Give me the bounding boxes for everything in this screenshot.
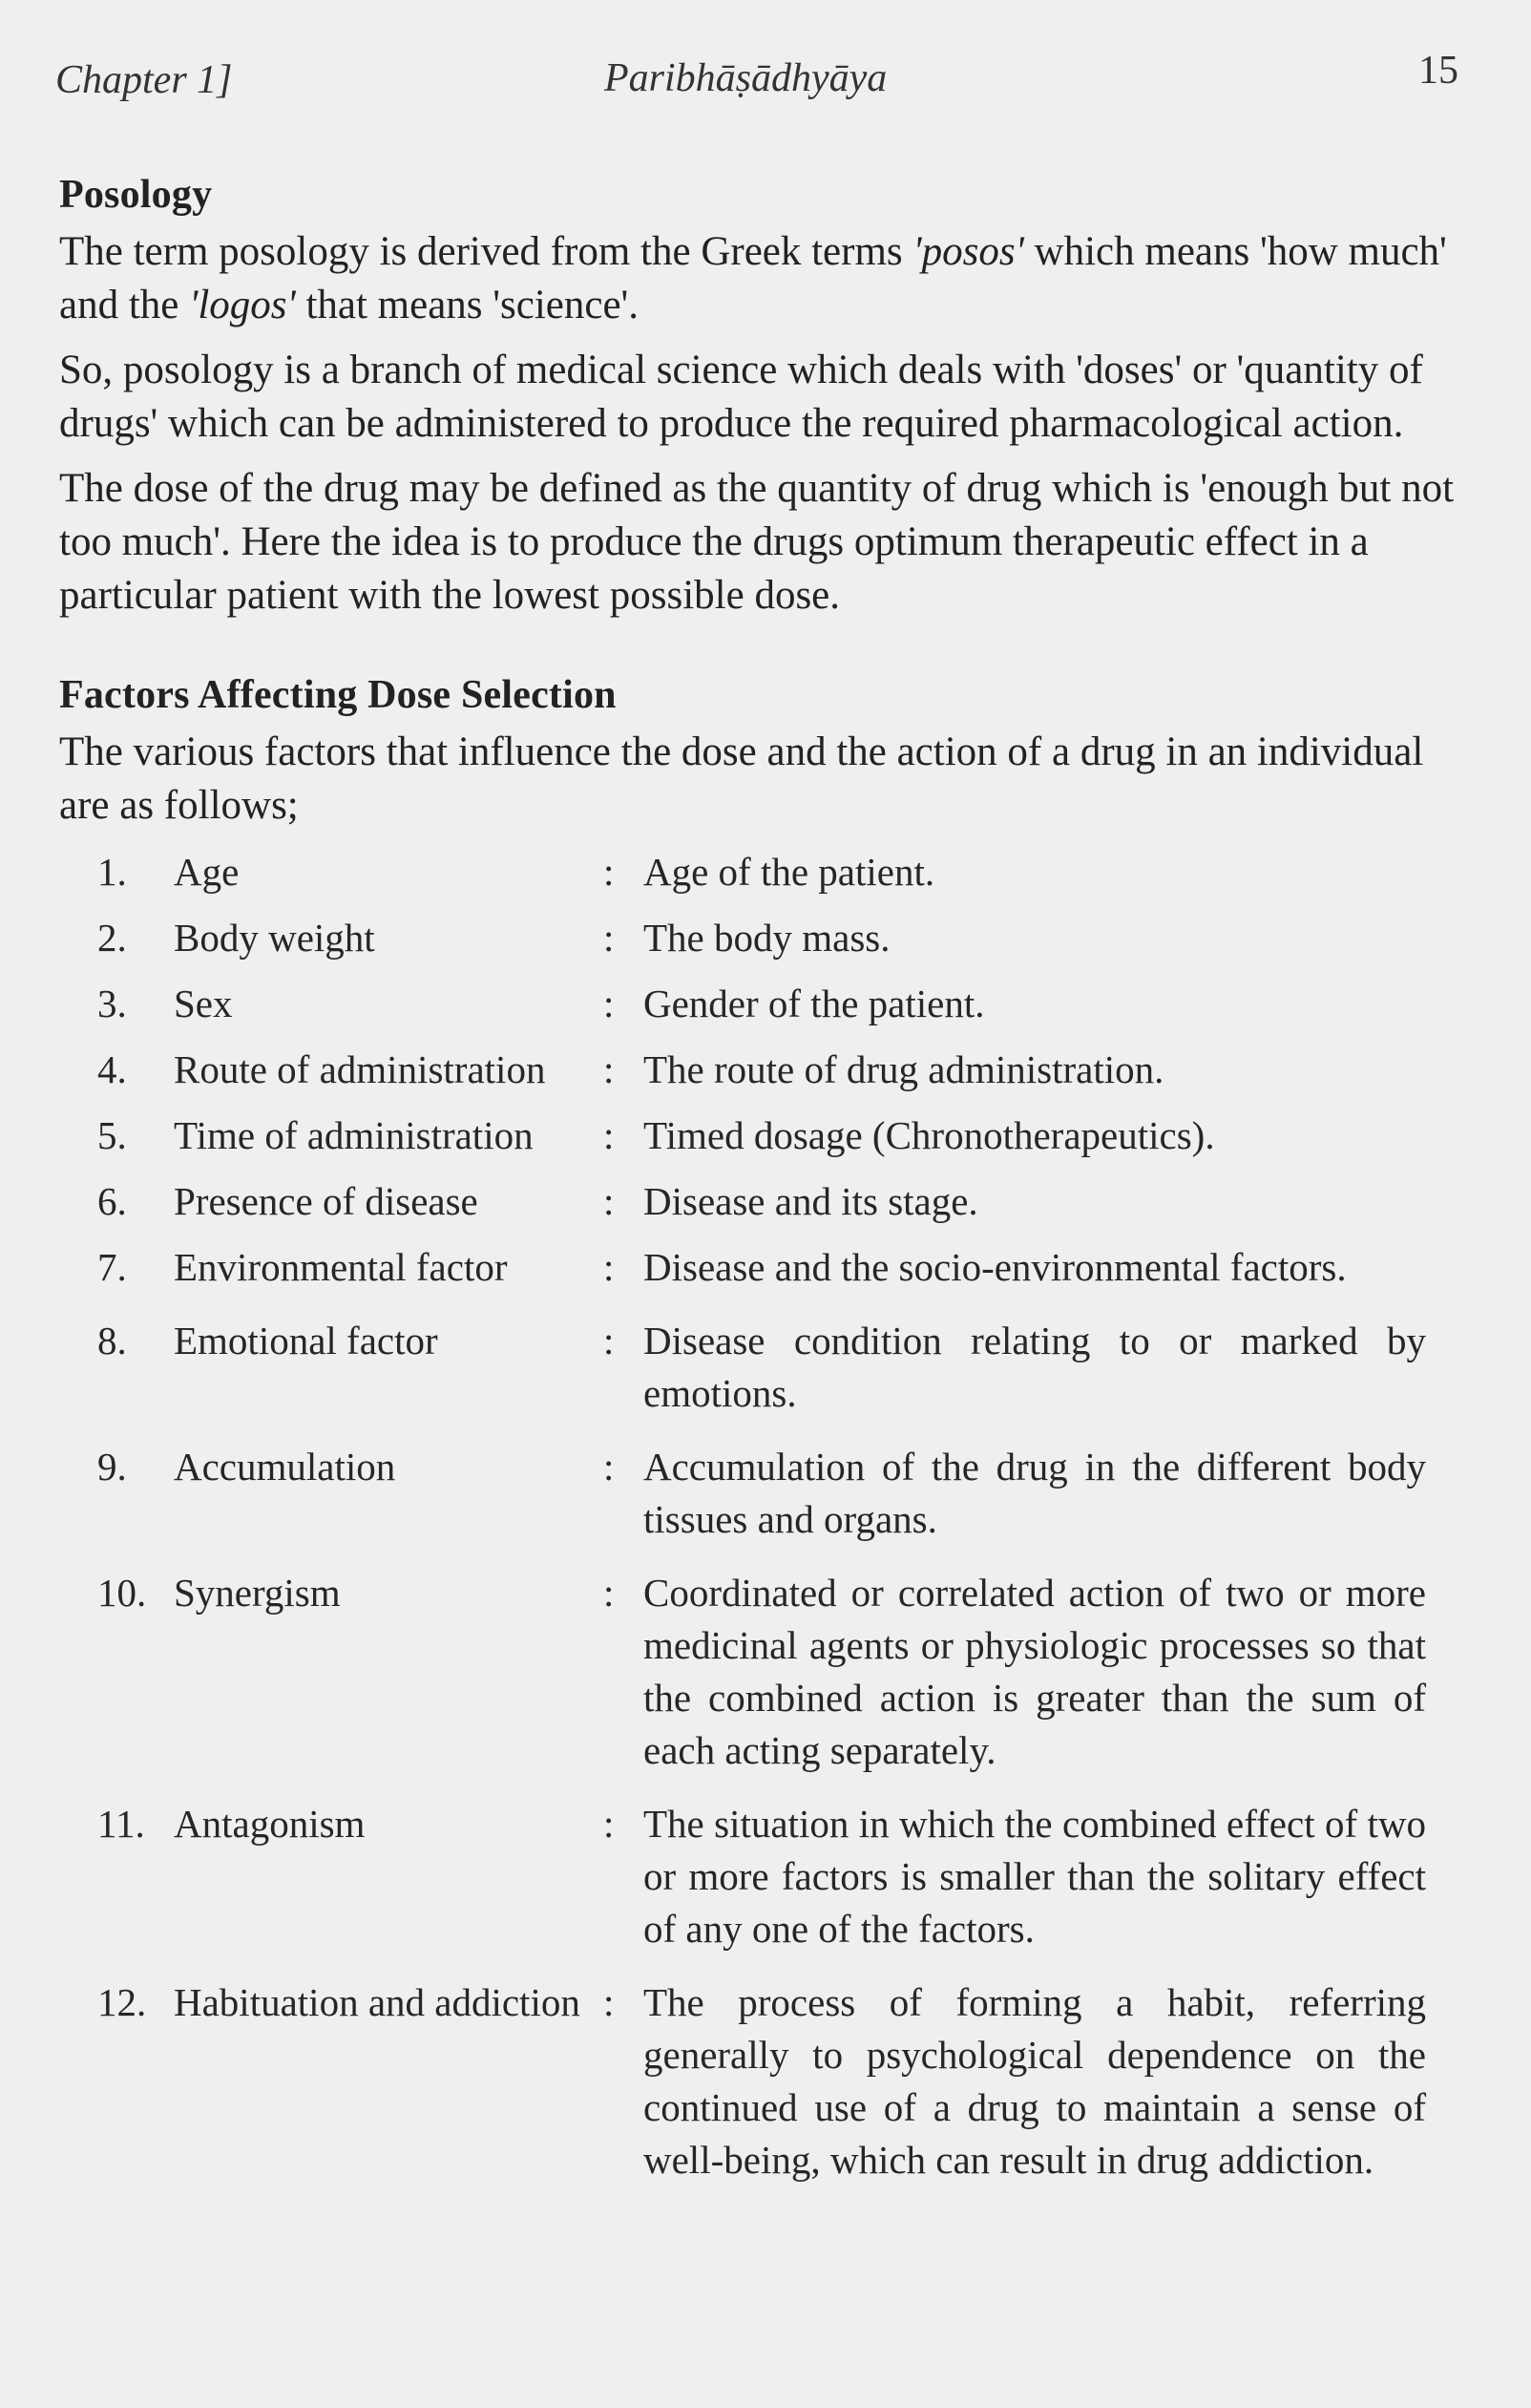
factor-separator: : — [603, 1179, 615, 1223]
factor-row — [59, 1567, 1472, 1777]
factor-row — [59, 1798, 1472, 1955]
factor-row — [59, 978, 1472, 1030]
factor-description: The process of forming a habit, referring generally to psychological dependence on the continued use of a drug to maintain a sense of well-being, which can result in drug addiction. — [643, 1980, 1426, 2182]
factor-number: 9. — [97, 1445, 127, 1489]
factor-number: 8. — [97, 1319, 127, 1362]
factor-description: The route of drug administration. — [643, 1047, 1164, 1091]
factor-name: Emotional factor — [174, 1319, 438, 1362]
text-run: The term posology is derived from the Greek terms — [59, 229, 913, 274]
factor-row — [59, 1315, 1472, 1420]
factors-intro: The various factors that influence the dose and the action of a drug in an individual are as follows; — [59, 729, 1424, 828]
factor-name: Age — [174, 850, 240, 894]
factor-separator: : — [603, 1113, 615, 1157]
factor-separator: : — [603, 1319, 615, 1362]
factor-row — [59, 1044, 1472, 1096]
factor-separator: : — [603, 1445, 615, 1489]
factor-name: Environmental factor — [174, 1245, 508, 1289]
factors-heading: Factors Affecting Dose Selection — [59, 673, 617, 717]
text-run: which means 'how much' and the — [59, 229, 1447, 327]
factor-row — [59, 912, 1472, 964]
factor-name: Presence of disease — [174, 1179, 478, 1223]
posology-heading: Posology — [59, 173, 213, 217]
factor-name: Accumulation — [174, 1445, 396, 1489]
factor-description: Disease condition relating to or marked by emotions. — [643, 1319, 1426, 1415]
posology-paragraph-2: So, posology is a branch of medical science which deals with 'doses' or 'quantity of drugs' which can be administered to produce the required pharmacological action. — [59, 348, 1423, 446]
factor-description: Age of the patient. — [643, 850, 935, 894]
factor-name: Route of administration — [174, 1047, 546, 1091]
factor-row — [59, 1109, 1472, 1162]
factor-name: Antagonism — [174, 1802, 366, 1846]
factor-number: 5. — [97, 1113, 127, 1157]
factor-description: Disease and its stage. — [643, 1179, 978, 1223]
factor-row — [59, 1241, 1472, 1294]
factor-name: Time of administration — [174, 1113, 534, 1157]
factor-description: The body mass. — [643, 916, 891, 960]
factor-row — [59, 1976, 1472, 2186]
factor-name: Habituation and addiction — [174, 1980, 580, 2024]
factor-number: 11. — [97, 1802, 145, 1846]
factor-separator: : — [603, 1047, 615, 1091]
factor-separator: : — [603, 1571, 615, 1615]
factor-number: 10. — [97, 1571, 147, 1615]
factor-separator: : — [603, 1802, 615, 1846]
factor-name: Sex — [174, 982, 233, 1025]
factor-number: 3. — [97, 982, 127, 1025]
factor-separator: : — [603, 916, 615, 960]
factor-number: 6. — [97, 1179, 127, 1223]
term-posos: 'posos' — [912, 229, 1024, 274]
chapter-label: Chapter 1] — [55, 58, 233, 102]
factor-separator: : — [603, 1245, 615, 1289]
factor-description: Timed dosage (Chronotherapeutics). — [643, 1113, 1215, 1157]
posology-paragraph-1 — [59, 225, 1462, 332]
factor-row — [59, 1175, 1472, 1228]
text-run: that means 'science'. — [295, 283, 640, 327]
factor-description: Gender of the patient. — [643, 982, 985, 1025]
factor-description: The situation in which the combined effect of two or more factors is smaller than the solitary effect of any one of the factors. — [643, 1802, 1426, 1951]
factor-number: 1. — [97, 850, 127, 894]
factor-number: 4. — [97, 1047, 127, 1091]
factors-list — [59, 846, 1472, 2186]
factor-number: 7. — [97, 1245, 127, 1289]
factor-number: 2. — [97, 916, 127, 960]
running-title: Paribhāṣādhyāya — [604, 56, 888, 100]
posology-paragraph-3: The dose of the drug may be defined as the quantity of drug which is 'enough but not too much'. Here the idea is to produce the drugs optimum therapeutic effect in a particular patient with the lowest possible dose. — [59, 466, 1455, 618]
factor-separator: : — [603, 1980, 615, 2024]
factor-description: Disease and the socio-environmental factors. — [643, 1245, 1347, 1289]
factor-separator: : — [603, 982, 615, 1025]
factor-description: Coordinated or correlated action of two or more medicinal agents or physiologic processes so that the combined action is greater than the sum of each acting separately. — [643, 1571, 1426, 1772]
factor-name: Synergism — [174, 1571, 341, 1615]
factor-number: 12. — [97, 1980, 147, 2024]
factor-row — [59, 846, 1472, 898]
term-logos: 'logos' — [189, 283, 296, 327]
spacer — [59, 634, 1462, 672]
factor-description: Accumulation of the drug in the different body tissues and organs. — [643, 1445, 1426, 1541]
factor-separator: : — [603, 850, 615, 894]
factor-name: Body weight — [174, 916, 375, 960]
running-header — [55, 48, 1458, 115]
factor-row — [59, 1441, 1472, 1546]
page-number: 15 — [1418, 49, 1458, 93]
page-content — [59, 172, 1462, 2207]
